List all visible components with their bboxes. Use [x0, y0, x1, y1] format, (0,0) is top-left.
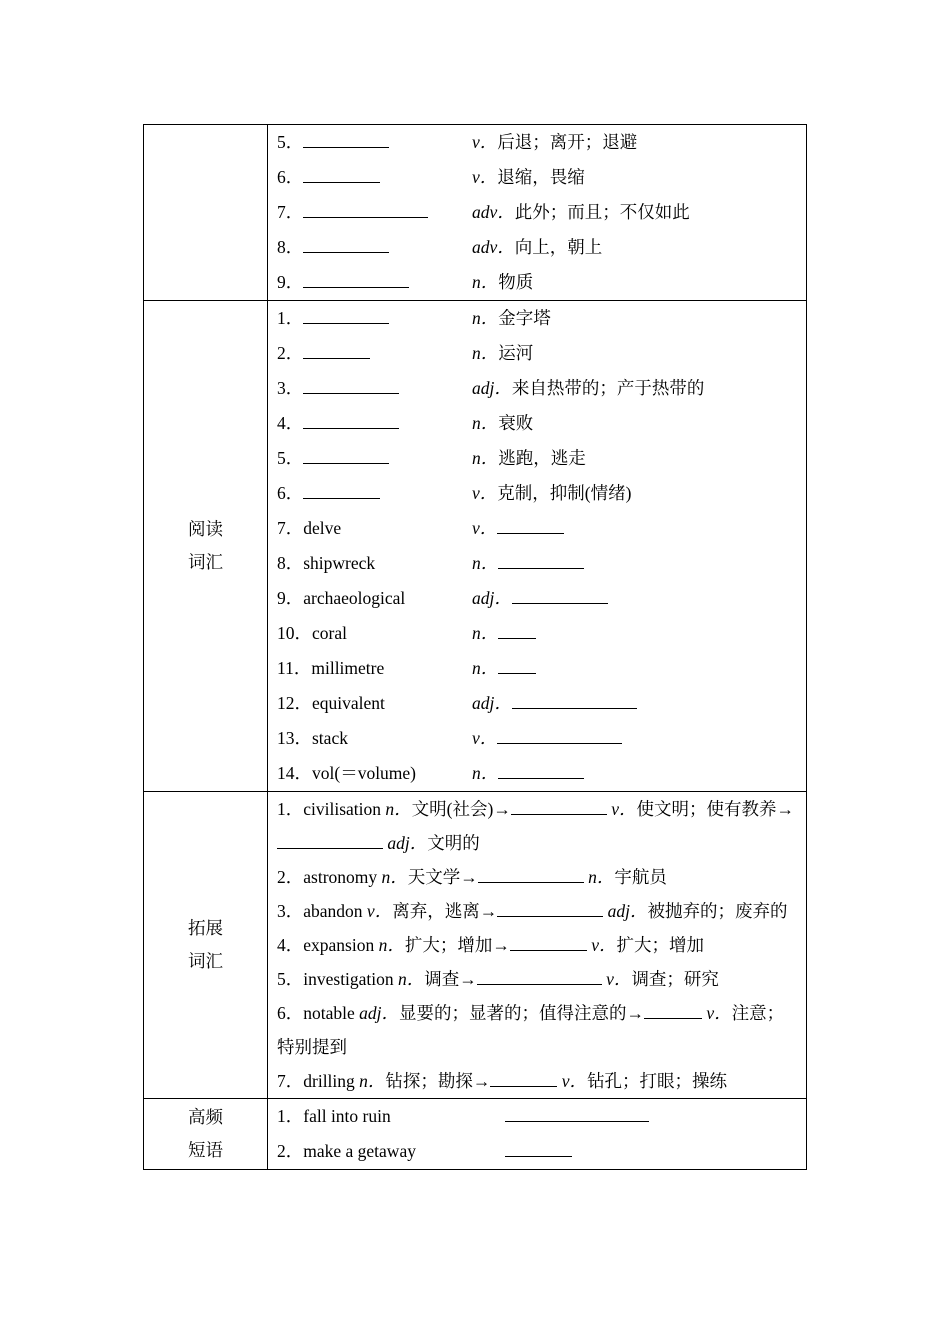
- list-item: 9． n．物质: [277, 265, 800, 300]
- answer-blank[interactable]: [498, 617, 536, 639]
- answer-blank[interactable]: [498, 547, 584, 569]
- category-label: 短语: [188, 1140, 223, 1160]
- answer-blank[interactable]: [510, 929, 587, 951]
- list-item: 4． n．衰败: [277, 406, 800, 441]
- answer-blank[interactable]: [497, 895, 603, 917]
- category-label: 高频: [188, 1107, 223, 1127]
- list-item: 11．millimetre n．: [277, 651, 800, 686]
- list-item: 1．fall into ruin: [277, 1099, 800, 1134]
- category-cell: [144, 792, 268, 1099]
- content-cell: [268, 792, 807, 1099]
- section-reading-vocab: [144, 301, 807, 792]
- answer-blank[interactable]: [303, 337, 370, 359]
- answer-blank[interactable]: [477, 963, 602, 985]
- answer-blank[interactable]: [303, 477, 380, 499]
- list-item: 10．coral n．: [277, 616, 800, 651]
- list-item: 1．civilisation n．文明(社会)→ v．使文明；使有教养→ adj．文明的: [277, 792, 800, 860]
- answer-blank[interactable]: [303, 196, 428, 218]
- answer-blank[interactable]: [303, 372, 399, 394]
- answer-blank[interactable]: [478, 861, 584, 883]
- answer-blank[interactable]: [497, 512, 564, 534]
- content-cell: [268, 301, 807, 792]
- section-continued: [144, 125, 807, 301]
- section-phrases: [144, 1099, 807, 1170]
- content-cell: [268, 125, 807, 301]
- list-item: 14．vol(＝volume) n．: [277, 756, 800, 791]
- list-item: 6．notable adj．显要的；显著的；值得注意的→ v．注意；特别提到: [277, 996, 800, 1064]
- answer-blank[interactable]: [505, 1135, 572, 1157]
- answer-blank[interactable]: [303, 442, 389, 464]
- list-item: 9．archaeological adj．: [277, 581, 800, 616]
- answer-blank[interactable]: [497, 722, 622, 744]
- section-extended-vocab: [144, 792, 807, 1099]
- list-item: 7．delve v．: [277, 511, 800, 546]
- list-item: 13．stack v．: [277, 721, 800, 756]
- list-item: 4．expansion n．扩大；增加→ v．扩大；增加: [277, 928, 800, 962]
- list-item: 12．equivalent adj．: [277, 686, 800, 721]
- list-item: 6． v．克制，抑制(情绪): [277, 476, 800, 511]
- category-label: 拓展: [188, 918, 223, 938]
- answer-blank[interactable]: [511, 793, 607, 815]
- category-label: 词汇: [188, 951, 223, 971]
- category-label: 词汇: [188, 552, 223, 572]
- answer-blank[interactable]: [303, 126, 389, 148]
- answer-blank[interactable]: [490, 1065, 557, 1087]
- list-item: 2．make a getaway: [277, 1134, 800, 1169]
- list-item: 8．shipwreck n．: [277, 546, 800, 581]
- category-cell: [144, 1099, 268, 1170]
- answer-blank[interactable]: [277, 827, 383, 849]
- list-item: 8． adv．向上，朝上: [277, 230, 800, 265]
- list-item: 5． n．逃跑，逃走: [277, 441, 800, 476]
- list-item: 3．abandon v．离弃，逃离→ adj．被抛弃的；废弃的: [277, 894, 800, 928]
- list-item: 1． n．金字塔: [277, 301, 800, 336]
- category-cell: [144, 301, 268, 792]
- list-item: 6． v．退缩，畏缩: [277, 160, 800, 195]
- answer-blank[interactable]: [303, 231, 389, 253]
- vocabulary-table: [143, 124, 807, 1170]
- answer-blank[interactable]: [512, 582, 608, 604]
- category-cell: [144, 125, 268, 301]
- answer-blank[interactable]: [512, 687, 637, 709]
- answer-blank[interactable]: [644, 997, 702, 1019]
- answer-blank[interactable]: [303, 266, 409, 288]
- list-item: 5．investigation n．调查→ v．调查；研究: [277, 962, 800, 996]
- content-cell: [268, 1099, 807, 1170]
- answer-blank[interactable]: [505, 1100, 649, 1122]
- category-label: 阅读: [188, 519, 223, 539]
- answer-blank[interactable]: [498, 652, 536, 674]
- list-item: 5． v．后退；离开；退避: [277, 125, 800, 160]
- list-item: 2．astronomy n．天文学→ n．宇航员: [277, 860, 800, 894]
- list-item: 7． adv．此外；而且；不仅如此: [277, 195, 800, 230]
- list-item: 7．drilling n．钻探；勘探→ v．钻孔；打眼；操练: [277, 1064, 800, 1098]
- list-item: 2． n．运河: [277, 336, 800, 371]
- list-item: 3． adj．来自热带的；产于热带的: [277, 371, 800, 406]
- answer-blank[interactable]: [498, 757, 584, 779]
- answer-blank[interactable]: [303, 407, 399, 429]
- answer-blank[interactable]: [303, 302, 389, 324]
- answer-blank[interactable]: [303, 161, 380, 183]
